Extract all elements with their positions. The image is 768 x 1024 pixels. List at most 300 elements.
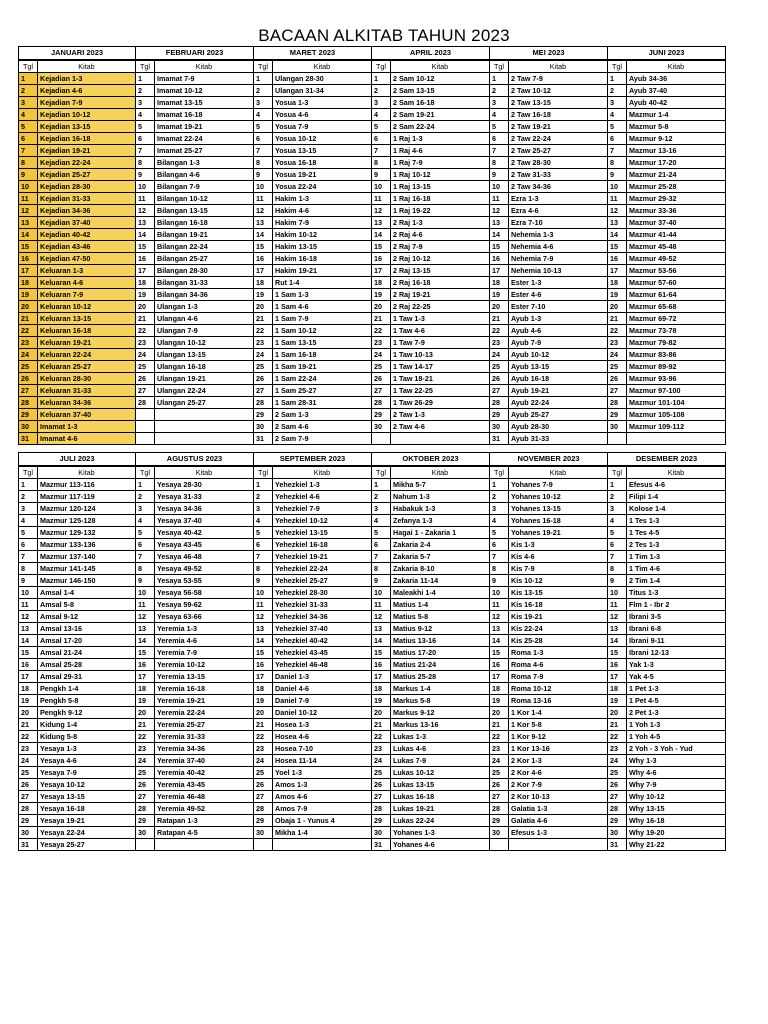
table-row xyxy=(136,205,253,217)
table-header-row xyxy=(490,467,607,479)
table-row xyxy=(254,109,371,121)
reading-passage: Yesaya 10-12 xyxy=(38,779,136,791)
day-number: 15 xyxy=(372,647,391,659)
reading-passage: Yeremia 37-40 xyxy=(155,755,254,767)
day-number: 11 xyxy=(608,193,627,205)
table-row xyxy=(254,229,371,241)
reading-passage: Ayub 34-36 xyxy=(627,73,726,85)
table-row xyxy=(254,515,371,527)
table-row xyxy=(372,217,489,229)
table-row xyxy=(372,181,489,193)
day-number: 17 xyxy=(19,265,38,277)
day-number: 11 xyxy=(136,193,155,205)
day-number: 11 xyxy=(19,193,38,205)
reading-passage: Mazmur 146-150 xyxy=(38,575,136,587)
day-number: 14 xyxy=(254,229,273,241)
day-number: 20 xyxy=(19,301,38,313)
reading-passage: Keluaran 1-3 xyxy=(38,265,136,277)
reading-passage: Yeremia 19-21 xyxy=(155,695,254,707)
day-number: 27 xyxy=(136,385,155,397)
reading-passage: Yeremia 16-18 xyxy=(155,683,254,695)
reading-passage: Mazmur 65-68 xyxy=(627,301,726,313)
day-number: 12 xyxy=(490,205,509,217)
table-row xyxy=(490,385,607,397)
table-row xyxy=(372,337,489,349)
column-header-day: Tgl xyxy=(19,61,38,73)
table-row xyxy=(19,193,135,205)
day-number: 12 xyxy=(490,611,509,623)
day-number: 1 xyxy=(490,73,509,85)
reading-passage: Ayub 4-6 xyxy=(509,325,608,337)
day-number: 4 xyxy=(608,109,627,121)
day-number: 29 xyxy=(490,409,509,421)
table-row xyxy=(19,433,135,445)
day-number: 25 xyxy=(254,361,273,373)
reading-passage: Kejadian 10-12 xyxy=(38,109,136,121)
table-row xyxy=(19,839,135,851)
month-title: MEI 2023 xyxy=(490,47,607,60)
table-row xyxy=(372,779,489,791)
table-row xyxy=(19,145,135,157)
reading-passage: Yehezkiel 19-21 xyxy=(273,551,372,563)
table-row xyxy=(608,635,725,647)
table-row xyxy=(136,527,253,539)
reading-passage: Hosea 7-10 xyxy=(273,743,372,755)
day-number: 1 xyxy=(254,73,273,85)
table-row xyxy=(372,289,489,301)
table-row xyxy=(490,301,607,313)
reading-passage: Yeremia 22-24 xyxy=(155,707,254,719)
table-row xyxy=(490,707,607,719)
table-row xyxy=(608,803,725,815)
table-row xyxy=(608,433,725,445)
reading-passage: Hosea 1-3 xyxy=(273,719,372,731)
day-number: 21 xyxy=(136,719,155,731)
reading-passage: 2 Taw 4-6 xyxy=(391,421,490,433)
day-number: 4 xyxy=(254,109,273,121)
reading-passage: 1 Kor 5-8 xyxy=(509,719,608,731)
reading-passage: Yeremia 10-12 xyxy=(155,659,254,671)
day-number: 27 xyxy=(19,791,38,803)
table-row xyxy=(490,479,607,491)
reading-passage: Imamat 25-27 xyxy=(155,145,254,157)
reading-passage: Yeremia 1-3 xyxy=(155,623,254,635)
reading-passage: Yesaya 31-33 xyxy=(155,491,254,503)
table-row xyxy=(608,85,725,97)
day-number: 14 xyxy=(490,229,509,241)
day-number: 21 xyxy=(19,719,38,731)
table-row xyxy=(490,85,607,97)
day-number: 24 xyxy=(490,349,509,361)
reading-passage: Ayub 22-24 xyxy=(509,397,608,409)
reading-passage: Bilangan 7-9 xyxy=(155,181,254,193)
table-row xyxy=(254,599,371,611)
reading-passage: Why 19-20 xyxy=(627,827,726,839)
day-number: 20 xyxy=(372,301,391,313)
column-header-book: Kitab xyxy=(627,467,726,479)
day-number: 3 xyxy=(19,97,38,109)
reading-passage: Yehezkiel 25-27 xyxy=(273,575,372,587)
column-header-day: Tgl xyxy=(136,467,155,479)
table-row xyxy=(490,253,607,265)
table-row xyxy=(372,575,489,587)
reading-passage: Yosua 16-18 xyxy=(273,157,372,169)
day-number: 31 xyxy=(19,839,38,851)
reading-passage: Roma 7-9 xyxy=(509,671,608,683)
table-row xyxy=(608,587,725,599)
table-row xyxy=(490,145,607,157)
day-number: 9 xyxy=(136,575,155,587)
table-row xyxy=(490,671,607,683)
reading-passage: Yohanes 19-21 xyxy=(509,527,608,539)
day-number: 13 xyxy=(254,623,273,635)
table-row xyxy=(608,217,725,229)
table-row xyxy=(19,121,135,133)
table-row xyxy=(490,181,607,193)
day-number: 11 xyxy=(19,599,38,611)
table-row xyxy=(254,491,371,503)
reading-passage: Mikha 1-4 xyxy=(273,827,372,839)
table-row xyxy=(136,563,253,575)
table-row xyxy=(136,217,253,229)
table-row xyxy=(490,277,607,289)
table-row xyxy=(136,743,253,755)
day-number: 23 xyxy=(254,743,273,755)
table-row xyxy=(490,551,607,563)
table-row xyxy=(490,647,607,659)
reading-passage: 1 Raj 1-3 xyxy=(391,133,490,145)
reading-passage: Hosea 4-6 xyxy=(273,731,372,743)
table-row xyxy=(490,205,607,217)
table-row xyxy=(372,815,489,827)
day-number: 14 xyxy=(136,229,155,241)
day-number: 24 xyxy=(136,755,155,767)
day-number: 21 xyxy=(254,313,273,325)
column-header-day: Tgl xyxy=(136,61,155,73)
column-header-book: Kitab xyxy=(391,61,490,73)
table-row xyxy=(19,515,135,527)
reading-passage: Ulangan 16-18 xyxy=(155,361,254,373)
table-row xyxy=(136,575,253,587)
day-number: 26 xyxy=(608,373,627,385)
table-row xyxy=(608,539,725,551)
reading-passage: 1 Yoh 4-5 xyxy=(627,731,726,743)
reading-passage: Bilangan 31-33 xyxy=(155,277,254,289)
day-number: 20 xyxy=(136,301,155,313)
reading-passage: Yosua 7-9 xyxy=(273,121,372,133)
day-number: 18 xyxy=(136,683,155,695)
day-number: 9 xyxy=(490,169,509,181)
reading-passage: Amsal 21-24 xyxy=(38,647,136,659)
reading-passage: 2 Pet 1-3 xyxy=(627,707,726,719)
reading-passage: Kejadian 13-15 xyxy=(38,121,136,133)
month-title: JULI 2023 xyxy=(19,453,135,466)
reading-passage: Amos 1-3 xyxy=(273,779,372,791)
table-row xyxy=(608,623,725,635)
table-row xyxy=(490,133,607,145)
reading-passage: Imamat 19-21 xyxy=(155,121,254,133)
table-row xyxy=(490,157,607,169)
reading-passage: Lukas 10-12 xyxy=(391,767,490,779)
table-row xyxy=(372,647,489,659)
day-number: 16 xyxy=(490,659,509,671)
day-number: 20 xyxy=(372,707,391,719)
reading-passage: 1 Kor 13-16 xyxy=(509,743,608,755)
table-row xyxy=(490,193,607,205)
day-number: 28 xyxy=(608,397,627,409)
reading-passage: Daniel 4-6 xyxy=(273,683,372,695)
day-number: 23 xyxy=(490,337,509,349)
reading-passage: 1 Yoh 1-3 xyxy=(627,719,726,731)
day-number: 21 xyxy=(372,719,391,731)
reading-passage: Yeremia 7-9 xyxy=(155,647,254,659)
table-row xyxy=(490,743,607,755)
day-number xyxy=(490,839,509,851)
reading-passage: Yesaya 46-48 xyxy=(155,551,254,563)
table-row xyxy=(19,743,135,755)
day-number: 15 xyxy=(608,647,627,659)
table-row xyxy=(254,647,371,659)
day-number: 13 xyxy=(372,623,391,635)
day-number: 18 xyxy=(372,683,391,695)
day-number: 21 xyxy=(490,313,509,325)
table-row xyxy=(19,97,135,109)
table-row xyxy=(19,85,135,97)
day-number: 20 xyxy=(608,301,627,313)
day-number: 2 xyxy=(136,85,155,97)
reading-passage: 1 Sam 7-9 xyxy=(273,313,372,325)
reading-table xyxy=(254,60,371,444)
table-row xyxy=(372,265,489,277)
table-row xyxy=(608,527,725,539)
table-row xyxy=(136,515,253,527)
table-row xyxy=(254,503,371,515)
day-number: 9 xyxy=(608,575,627,587)
day-number: 3 xyxy=(136,503,155,515)
reading-table xyxy=(490,466,607,850)
table-row xyxy=(19,575,135,587)
reading-passage: Matius 1-4 xyxy=(391,599,490,611)
table-row xyxy=(608,145,725,157)
column-header-day: Tgl xyxy=(254,467,273,479)
day-number: 22 xyxy=(136,731,155,743)
table-row xyxy=(608,301,725,313)
reading-passage: Imamat 1-3 xyxy=(38,421,136,433)
table-row xyxy=(608,313,725,325)
reading-passage: 1 Tes 1-3 xyxy=(627,515,726,527)
reading-passage: Yesaya 34-36 xyxy=(155,503,254,515)
day-number: 4 xyxy=(136,109,155,121)
reading-passage: Ratapan 1-3 xyxy=(155,815,254,827)
reading-passage: 1 Taw 7-9 xyxy=(391,337,490,349)
table-row xyxy=(372,433,489,445)
table-row xyxy=(19,599,135,611)
reading-passage: 1 Sam 4-6 xyxy=(273,301,372,313)
reading-passage: Mazmur 13-16 xyxy=(627,145,726,157)
reading-passage: Kejadian 4-6 xyxy=(38,85,136,97)
table-row xyxy=(254,755,371,767)
reading-passage: Kejadian 34-36 xyxy=(38,205,136,217)
day-number: 14 xyxy=(136,635,155,647)
table-row xyxy=(136,479,253,491)
day-number: 9 xyxy=(254,575,273,587)
reading-passage: Yehezkiel 13-15 xyxy=(273,527,372,539)
reading-passage: Kejadian 22-24 xyxy=(38,157,136,169)
day-number: 26 xyxy=(372,779,391,791)
table-row xyxy=(490,539,607,551)
table-row xyxy=(372,839,489,851)
table-row xyxy=(490,599,607,611)
reading-passage: Yesaya 19-21 xyxy=(38,815,136,827)
table-header-row xyxy=(372,467,489,479)
day-number: 17 xyxy=(608,671,627,683)
reading-passage: Yesaya 16-18 xyxy=(38,803,136,815)
reading-passage: Yehezkiel 7-9 xyxy=(273,503,372,515)
reading-passage: Mazmur 101-104 xyxy=(627,397,726,409)
column-header-day: Tgl xyxy=(608,467,627,479)
day-number: 7 xyxy=(608,145,627,157)
day-number: 6 xyxy=(19,539,38,551)
table-row xyxy=(19,241,135,253)
table-row xyxy=(490,361,607,373)
table-row xyxy=(136,145,253,157)
day-number: 9 xyxy=(136,169,155,181)
reading-passage xyxy=(627,433,726,445)
day-number: 20 xyxy=(19,707,38,719)
day-number: 1 xyxy=(19,479,38,491)
day-number: 27 xyxy=(372,791,391,803)
table-row xyxy=(19,803,135,815)
table-row xyxy=(254,611,371,623)
table-row xyxy=(136,85,253,97)
month-title: NOVEMBER 2023 xyxy=(490,453,607,466)
table-header-row xyxy=(254,467,371,479)
day-number: 14 xyxy=(19,229,38,241)
table-row xyxy=(372,599,489,611)
reading-passage: Yeremia 13-15 xyxy=(155,671,254,683)
table-row xyxy=(254,265,371,277)
table-row xyxy=(136,611,253,623)
reading-passage: 2 Raj 7-9 xyxy=(391,241,490,253)
day-number: 17 xyxy=(372,265,391,277)
table-row xyxy=(136,551,253,563)
day-number: 30 xyxy=(136,827,155,839)
reading-passage: 1 Taw 1-3 xyxy=(391,313,490,325)
day-number: 15 xyxy=(19,241,38,253)
table-header-row xyxy=(19,467,135,479)
table-row xyxy=(608,97,725,109)
day-number: 14 xyxy=(608,635,627,647)
table-row xyxy=(19,815,135,827)
table-header-row xyxy=(19,61,135,73)
day-number: 15 xyxy=(136,647,155,659)
table-row xyxy=(608,611,725,623)
table-row xyxy=(490,815,607,827)
day-number: 20 xyxy=(136,707,155,719)
day-number: 16 xyxy=(490,253,509,265)
reading-passage: 1 Sam 1-3 xyxy=(273,289,372,301)
reading-passage: Yohanes 7-9 xyxy=(509,479,608,491)
table-row xyxy=(136,265,253,277)
day-number: 29 xyxy=(19,815,38,827)
reading-passage: 1 Tes 4-5 xyxy=(627,527,726,539)
table-row xyxy=(19,349,135,361)
day-number: 30 xyxy=(490,421,509,433)
day-number: 19 xyxy=(19,289,38,301)
day-number: 14 xyxy=(372,635,391,647)
reading-passage: Ibrani 9-11 xyxy=(627,635,726,647)
reading-passage: Kejadian 43-46 xyxy=(38,241,136,253)
table-row xyxy=(19,385,135,397)
day-number: 25 xyxy=(136,361,155,373)
reading-passage: 2 Raj 22-25 xyxy=(391,301,490,313)
table-row xyxy=(136,133,253,145)
day-number: 19 xyxy=(372,695,391,707)
column-header-book: Kitab xyxy=(38,61,136,73)
table-row xyxy=(254,575,371,587)
reading-passage: Amsal 13-16 xyxy=(38,623,136,635)
table-row xyxy=(608,551,725,563)
day-number: 29 xyxy=(490,815,509,827)
table-row xyxy=(608,193,725,205)
day-number: 21 xyxy=(372,313,391,325)
reading-passage: Hakim 10-12 xyxy=(273,229,372,241)
reading-passage: Yesaya 63-66 xyxy=(155,611,254,623)
reading-passage: 2 Taw 25-27 xyxy=(509,145,608,157)
day-number: 16 xyxy=(608,659,627,671)
day-number: 29 xyxy=(372,409,391,421)
reading-passage: 1 Tim 4-6 xyxy=(627,563,726,575)
day-number: 8 xyxy=(608,563,627,575)
table-row xyxy=(372,169,489,181)
table-row xyxy=(254,385,371,397)
day-number: 8 xyxy=(490,157,509,169)
reading-passage: Amsal 1-4 xyxy=(38,587,136,599)
reading-table xyxy=(608,466,725,850)
reading-passage: Kis 25-28 xyxy=(509,635,608,647)
reading-passage: Yeremia 49-52 xyxy=(155,803,254,815)
reading-passage: Zakaria 2-4 xyxy=(391,539,490,551)
day-number: 7 xyxy=(136,145,155,157)
reading-passage: Ayub 19-21 xyxy=(509,385,608,397)
table-row xyxy=(490,433,607,445)
month-februari-2023 xyxy=(136,46,254,445)
table-row xyxy=(372,623,489,635)
reading-passage: Kejadian 31-33 xyxy=(38,193,136,205)
reading-passage: Filipi 1-4 xyxy=(627,491,726,503)
reading-passage: 2 Raj 4-6 xyxy=(391,229,490,241)
reading-passage: 1 Raj 7-9 xyxy=(391,157,490,169)
table-row xyxy=(254,551,371,563)
table-row xyxy=(490,839,607,851)
day-number: 15 xyxy=(136,241,155,253)
day-number xyxy=(608,433,627,445)
table-row xyxy=(136,361,253,373)
table-row xyxy=(254,563,371,575)
reading-passage: Lukas 22-24 xyxy=(391,815,490,827)
table-row xyxy=(136,337,253,349)
table-row xyxy=(254,719,371,731)
day-number: 8 xyxy=(254,157,273,169)
reading-passage: Mazmur 61-64 xyxy=(627,289,726,301)
reading-passage: Yosua 10-12 xyxy=(273,133,372,145)
day-number: 30 xyxy=(254,421,273,433)
reading-passage: Yak 4-5 xyxy=(627,671,726,683)
reading-passage: Matius 13-16 xyxy=(391,635,490,647)
day-number: 2 xyxy=(490,491,509,503)
reading-passage: Yehezkiel 1-3 xyxy=(273,479,372,491)
reading-passage: Mazmur 53-56 xyxy=(627,265,726,277)
